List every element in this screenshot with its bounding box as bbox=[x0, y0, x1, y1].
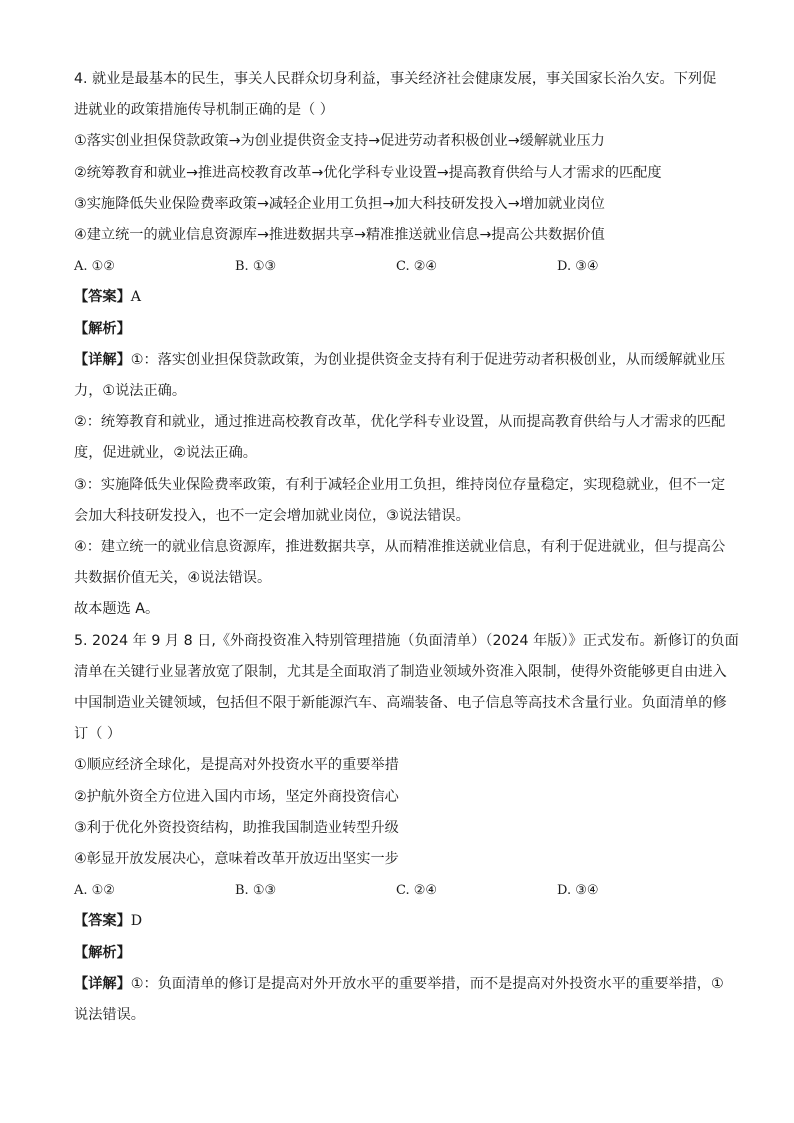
q5-answer-label: 【答案】 bbox=[74, 913, 131, 930]
q4-option-c: C. ②④ bbox=[396, 259, 438, 275]
q4-detail-4: 度，促进就业，②说法正确。 bbox=[74, 445, 257, 462]
q5-stem-line-4: 订（ ） bbox=[74, 726, 122, 743]
q5-detail-1 bbox=[74, 969, 722, 1000]
q5-answer bbox=[74, 906, 722, 937]
q4-answer bbox=[74, 282, 722, 313]
q4-options bbox=[74, 251, 722, 282]
q4-detail-5: ③：实施降低失业保险费率政策，有利于减轻企业用工负担，维持岗位存量稳定，实现稳就业，但不一定 bbox=[74, 476, 726, 493]
q5-option-c: C. ②④ bbox=[396, 883, 438, 899]
q5-option-a: A. ①② bbox=[74, 883, 115, 899]
q4-stem-line-2: 进就业的政策措施传导机制正确的是（ ） bbox=[74, 102, 334, 119]
q5-item-3: ③利于优化外资投资结构，助推我国制造业转型升级 bbox=[74, 819, 399, 836]
q5-option-b: B. ①③ bbox=[235, 883, 277, 899]
q4-item-3: ③实施降低失业保险费率政策→减轻企业用工负担→加大科技研发投入→增加就业岗位 bbox=[74, 195, 605, 212]
q4-stem-line-1: 4. 就业是最基本的民生，事关人民群众切身利益，事关经济社会健康发展，事关国家长治久安。下列促 bbox=[74, 71, 717, 87]
q5-detail-2: 说法错误。 bbox=[74, 1007, 145, 1024]
q4-detail-2: 力，①说法正确。 bbox=[74, 383, 187, 400]
q4-detail-7: ④：建立统一的就业信息资源库，推进数据共享，从而精准推送就业信息，有利于促进就业，但与提高公 bbox=[74, 539, 726, 556]
q5-item-2: ②护航外资全方位进入国内市场，坚定外商投资信心 bbox=[74, 788, 399, 805]
q5-item-4: ④彰显开放发展决心，意味着改革开放迈出坚实一步 bbox=[74, 851, 399, 868]
q4-item-2: ②统筹教育和就业→推进高校教育改革→优化学科专业设置→提高教育供给与人才需求的匹配度 bbox=[74, 164, 662, 181]
q5-detail-label: 【详解】 bbox=[74, 975, 131, 992]
q4-option-b: B. ①③ bbox=[235, 259, 277, 275]
q4-option-d: D. ③④ bbox=[557, 259, 599, 275]
question-4 bbox=[74, 64, 726, 626]
q4-detail-3: ②：统筹教育和就业，通过推进高校教育改革，优化学科专业设置，从而提高教育供给与人才需求的匹配 bbox=[74, 414, 726, 431]
q5-option-d: D. ③④ bbox=[557, 883, 599, 899]
q4-option-a: A. ①② bbox=[74, 259, 115, 275]
q5-analysis-label: 【解析】 bbox=[74, 944, 131, 961]
q5-options bbox=[74, 875, 722, 906]
q5-stem-line-1: 5. 2024 年 9 月 8 日,《外商投资准入特别管理措施（负面清单）（2024 年版）》正式发布。新修订的负面 bbox=[74, 632, 739, 649]
q4-item-4: ④建立统一的就业信息资源库→推进数据共享→精准推送就业信息→提高公共数据价值 bbox=[74, 227, 605, 244]
q5-answer-value: D bbox=[130, 913, 143, 930]
q4-detail-6: 会加大科技研发投入，也不一定会增加就业岗位，③说法错误。 bbox=[74, 507, 470, 524]
q4-answer-label: 【答案】 bbox=[74, 289, 131, 306]
q4-analysis-label: 【解析】 bbox=[74, 320, 131, 337]
q4-item-1: ①落实创业担保贷款政策→为创业提供资金支持→促进劳动者积极创业→缓解就业压力 bbox=[74, 133, 605, 150]
q5-detail-text-1: ①：负面清单的修订是提高对外开放水平的重要举措，而不是提高对外投资水平的重要举措，① bbox=[130, 975, 724, 992]
q4-detail-8: 共数据价值无关，④说法错误。 bbox=[74, 570, 272, 587]
q5-item-1: ①顺应经济全球化，是提高对外投资水平的重要举措 bbox=[74, 757, 399, 774]
question-5 bbox=[74, 626, 739, 1032]
q5-stem-line-3: 中国制造业关键领域，包括但不限于新能源汽车、高端装备、电子信息等高技术含量行业。负面清单的修 bbox=[74, 695, 727, 712]
q5-stem-line-2: 清单在关键行业显著放宽了限制，尤其是全面取消了制造业领域外资准入限制，使得外资能够更自由进入 bbox=[74, 663, 727, 680]
q4-detail-text-1: ①：落实创业担保贷款政策，为创业提供资金支持有利于促进劳动者积极创业，从而缓解就业压 bbox=[130, 351, 726, 368]
q4-detail-1 bbox=[74, 345, 726, 376]
q4-conclusion: 故本题选 A。 bbox=[74, 601, 160, 618]
q4-answer-value: A bbox=[130, 289, 142, 306]
q4-detail-label: 【详解】 bbox=[74, 351, 131, 368]
